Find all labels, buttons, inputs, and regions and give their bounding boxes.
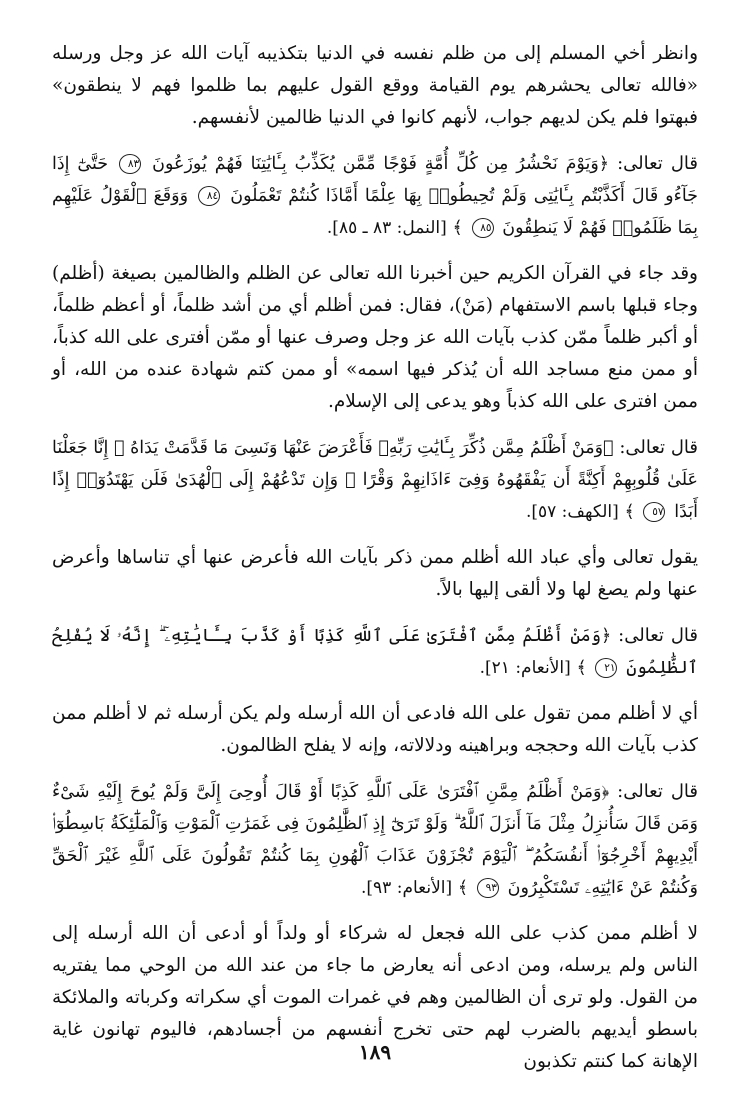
quote-intro: قال تعالى:: [613, 437, 698, 458]
paragraph-2: وقد جاء في القرآن الكريم حين أخبرنا الله تعالى عن الظلم والظالمين بصيغة (أظلم) وجاء قبلها باسم الاستفهام (مَنْ)، فقال: فمن أظلم أي من أشد ظلماً، أو أعظم ظلماً، أو أكبر ظلماً ممّن كذب بآيات الله عز وجل وصرف عنها أو ممّن أفترى على الله كذباً، أو ممن منع مساجد الله أن يُذكر فيها اسمه» أو ممن كتم شهادة عنده من الله، أو ممن افترى على الله كذباً وهو يدعى إلى الإسلام.: [52, 263, 698, 412]
verse-close-bracket: ﴾: [624, 502, 635, 522]
verse-close-bracket: ﴾: [452, 218, 463, 238]
quran-verse: ﴿وَمَنْ أَظْلَمُ مِمَّن ذُكِّرَ بِـَٔايَٰتِ رَبِّهِۦ فَأَعْرَضَ عَنْهَا وَنَسِىَ مَا قَدَّمَتْ يَدَاهُ ۚ إِنَّا جَعَلْنَا عَلَىٰ قُلُوبِهِمْ أَكِنَّةً أَن يَفْقَهُوهُ وَفِىٓ ءَاذَانِهِمْ وَقْرًا ۖ وَإِن تَدْعُهُمْ إِلَى ٱلْهُدَىٰ فَلَن يَهْتَدُوٓا۟ إِذًا أَبَدًا: [52, 438, 698, 522]
verse-reference: [الكهف: ٥٧].: [525, 502, 619, 522]
quran-verse: وَوَقَعَ ٱلْقَوْلُ عَلَيْهِم بِمَا ظَلَمُوا۟ فَهُمْ لَا يَنطِقُونَ: [52, 186, 698, 238]
quran-quote-3: [52, 620, 698, 684]
paragraph-3: يقول تعالى وأي عباد الله أظلم ممن ذكر بآيات الله فأعرض عنها أي تناساها وأعرض عنها ولم يصغ لها ولا ألقى إليها بالاً.: [52, 547, 698, 600]
quote-intro: قال تعالى:: [609, 781, 698, 802]
paragraph-5: لا أظلم ممن كذب على الله فجعل له شركاء أو ولداً أو أدعى أن الله أرسله إلى الناس ولم يرسله، ومن ادعى أنه يعارض ما جاء من عند الله من الوحي مما يفتريه من القول. ولو ترى أن الظالمين وهم في غمرات الموت أي سكراته وكرباته والملائكة باسطو أيديهم بالضرب لهم حتى تخرج أنفسهم من أجسادهم، فاليوم تهانون غاية الإهانة كما كنتم تكذبون: [52, 923, 698, 1072]
quran-quote-4: [52, 776, 698, 904]
verse-close-bracket: ﴾: [457, 878, 469, 898]
quran-verse: ﴿وَمَنْ أَظْلَمُ مِمَّنِ ٱفْتَرَىٰ عَلَى ٱللَّهِ كَذِبًا أَوْ قَالَ أُوحِىَ إِلَىَّ وَلَمْ يُوحَ إِلَيْهِ شَىْءٌ وَمَن قَالَ سَأُنزِلُ مِثْلَ مَآ أَنزَلَ ٱللَّهُ ۗ وَلَوْ تَرَىٰٓ إِذِ ٱلظَّٰلِمُونَ فِى غَمَرَٰتِ ٱلْمَوْتِ وَٱلْمَلَٰٓئِكَةُ بَاسِطُوٓا۟ أَيْدِيهِمْ أَخْرِجُوٓا۟ أَنفُسَكُمُ ۖ ٱلْيَوْمَ تُجْزَوْنَ عَذَابَ ٱلْهُونِ بِمَا كُنتُمْ تَقُولُونَ عَلَى ٱللَّهِ غَيْرَ ٱلْحَقِّ وَكُنتُمْ عَنْ ءَايَٰتِهِۦ تَسْتَكْبِرُونَ: [52, 782, 698, 898]
paragraph-4: أي لا أظلم ممن تقول على الله فادعى أن الله أرسله ولم يكن أرسله ثم لا أظلم ممن كذب بآيات الله وحججه وبراهينه ودلالاته، وإنه لا يفلح الظالمون.: [52, 703, 698, 756]
ayah-number-marker: ٨٣: [119, 154, 141, 174]
verse-reference: [الأنعام: ٩٣].: [361, 878, 453, 898]
ayah-number-marker: ٨٤: [198, 186, 220, 206]
quote-intro: قال تعالى:: [611, 625, 698, 646]
quran-verse: ﴿وَيَوْمَ نَحْشُرُ مِن كُلِّ أُمَّةٍ فَوْجًا مِّمَّن يُكَذِّبُ بِـَٔايَٰتِنَا فَهُمْ يُوزَعُونَ: [152, 154, 610, 174]
quran-verse: ﴿وَمَنْ أَظْلَمُ مِمَّنِ ٱفْتَرَىٰ عَلَى ٱللَّهِ كَذِبًا أَوْ كَذَّبَ بِـَٔايَٰتِهِۦٓ ۗ إِنَّهُۥ لَا يُفْلِحُ ٱلظَّٰلِمُونَ: [52, 626, 698, 678]
page-number: ١٨٩: [358, 1040, 392, 1064]
verse-reference: [الأنعام: ٢١].: [479, 658, 571, 678]
ayah-number-marker: ٢١: [595, 658, 617, 678]
ayah-number-marker: ٨٥: [472, 218, 494, 238]
quran-quote-1: [52, 148, 698, 244]
quran-verse: حَتَّىٰٓ إِذَا جَآءُو قَالَ أَكَذَّبْتُم بِـَٔايَٰتِى وَلَمْ تُحِيطُوا۟ بِهَا عِلْمًا أَمَّاذَا كُنتُمْ تَعْمَلُونَ: [52, 154, 698, 206]
verse-close-bracket: ﴾: [576, 658, 587, 678]
quran-quote-2: [52, 432, 698, 528]
quote-intro: قال تعالى:: [609, 153, 698, 174]
ayah-number-marker: ٥٧: [643, 502, 665, 522]
ayah-number-marker: ٩٣: [477, 878, 499, 898]
verse-reference: [النمل: ٨٣ ـ ٨٥].: [326, 218, 447, 238]
paragraph-1: وانظر أخي المسلم إلى من ظلم نفسه في الدنيا بتكذيبه آيات الله عز وجل ورسله «فالله تعالى يحشرهم يوم القيامة ووقع القول عليهم بما ظلموا فهم لا ينطقون» فبهتوا فلم يكن لديهم جواب، لأنهم كانوا في الدنيا ظالمين لأنفسهم.: [52, 43, 698, 128]
